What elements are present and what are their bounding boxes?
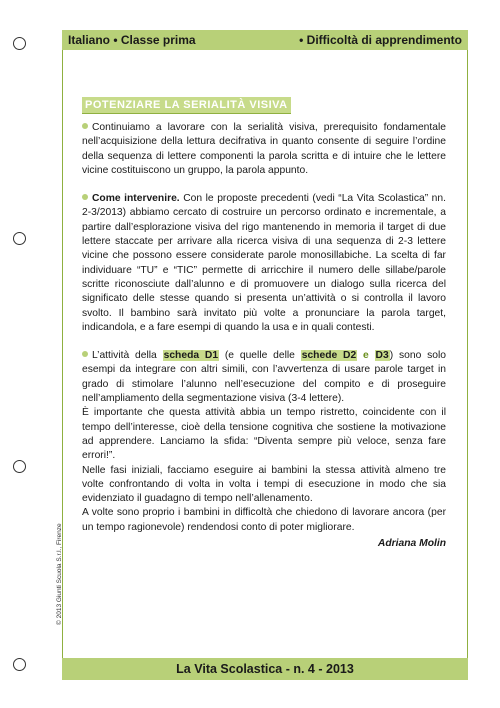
copyright-notice: © 2013 Giunti Scuola S.r.l., Firenze <box>56 523 63 625</box>
paragraph-intervention-text: Con le proposte precedenti (vedi “La Vita Scolastica” nn. 2-3/2013) abbiamo cercato di costruire un percorso ordinato e incrementale, a partire dall’esplorazione visiva del rigo mantenendo in memoria il target di due lettere staccate per arrivare alla ricerca visiva di una sequenza di 2-3 lettere vicine che possono essere considerate parole monosillabiche. La scelta di far individuare “TU” e “TIC” permette di arricchire il numero delle sillabe/parole scritte riconosciute dall’alunno e di promuovere un dialogo sulla ricerca del significato delle stesse quando si presenta un’attività o si controlla il lavoro svolto. Il bambino sarà invitato più volte a pronunciare la parola target, indicandola, e a fare esempi di quando la usa e in quali contesti. <box>82 193 446 333</box>
schede-d2-highlight: schede D2 <box>301 350 357 362</box>
section-title: POTENZIARE LA SERIALITÀ VISIVA <box>82 97 291 114</box>
paragraph-activities <box>82 349 446 406</box>
worksheet-page <box>62 30 468 690</box>
paragraph-lead: Come intervenire. <box>92 193 180 205</box>
binder-hole-1 <box>13 37 26 50</box>
bullet-dot <box>82 351 88 357</box>
header-topic: • Difficoltà di apprendimento <box>299 33 462 47</box>
paragraph-phases: Nelle fasi iniziali, facciamo eseguire ai bambini la stessa attività almeno tre volte confrontando di volta in volta i tempi di esecuzione in modo che sia evidenziato il guadagno di tempo nell’allenamento. <box>82 464 446 505</box>
article-body <box>82 121 446 551</box>
text-span: (e quelle delle <box>219 350 301 362</box>
header-subject: Italiano • Classe prima <box>68 33 196 47</box>
scheda-d3-highlight: D3 <box>375 350 389 362</box>
binder-hole-3 <box>13 460 26 473</box>
bullet-dot <box>82 123 88 129</box>
paragraph-intro-text: Continuiamo a lavorare con la serialità visiva, prerequisito fondamentale nell’acquisizione della lettura decifrativa in quanto consente di seguire l’ordine della sequenza di lettere componenti la parola scritta e di intuire che le lettere vicine costituiscono un gruppo, la parola appunto. <box>82 122 446 176</box>
paragraph-children: A volte sono proprio i bambini in difficoltà che chiedono di lavorare ancora (per un tempo ragionevole) rendendosi conto di poter migliorare. <box>82 507 446 533</box>
binder-hole-4 <box>13 658 26 671</box>
binder-hole-2 <box>13 232 26 245</box>
bullet-dot <box>82 194 88 200</box>
text-span: L’attività della <box>92 350 163 362</box>
text-span: ) sono solo esempi da integrare con altri simili, con l’avvertenza di usare parole target in grado di stimolare l’alunno nell’esecuzione del compito e di proseguire nell’ampliamento della segmentazione visiva (3-4 lettere). <box>82 350 446 405</box>
paragraph-intervention <box>82 192 446 335</box>
paragraph-time: È importante che questa attività abbia un tempo ristretto, coincidente con il tempo dell’interesse, cioè della tensione cognitiva che sostiene la motivazione ad apprendere. Lanciamo la sfida: “Diventa sempre più veloce, senza fare errori!”. <box>82 407 446 462</box>
author-signature: Adriana Molin <box>377 538 446 550</box>
page-header <box>62 30 468 50</box>
scheda-d1-highlight: scheda D1 <box>163 350 219 362</box>
page-footer: La Vita Scolastica - n. 4 - 2013 <box>62 658 468 680</box>
paragraph-intro <box>82 121 446 178</box>
text-span: e <box>357 350 375 362</box>
